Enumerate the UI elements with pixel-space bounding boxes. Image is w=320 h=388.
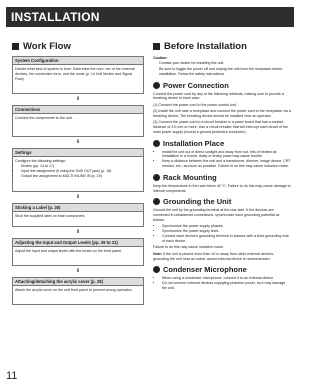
step-title: Adjusting the Input and Output Levels (pp. 29 to 31) [13,239,143,247]
caution-block [153,56,291,77]
before-installation-section [153,41,291,291]
rack-mounting-heading: Rack Mounting [153,173,291,182]
circle-bullet-icon [153,82,160,89]
step-body: Adjust the input and output levels with the knobs on the front panel. [15,249,122,253]
power-connection-text: Connect the power cord by any of the following methods, making sure to provide a breaking device in each case. (1) Connect the power cord to the power control unit. (2) Install the unit near a receptacle and connect the power cord to the receptacle via a breaking device. The breaking device should be installed near an operator. (3) Connect the power cord to a circuit breaker in a panel board that has a contact distance of 3.0 mm or more. Use a circuit breaker that will interrupt each circuit of the main power supply (except a ground-protective conductor). [153,91,291,134]
step-body: Stick the supplied label on each component. [15,214,86,218]
step-box [12,56,144,94]
step-body: Decide what kind of system to form. Determine the num- ber of the external devices, the connection form, and the mode (p. 14 Unit Modes and Signal Flow) [15,67,135,81]
caution-line: Be sure to toggle the power off and unplug the unit from the receptacle before installation. Follow the safety instructions. [159,67,283,76]
grounding-heading: Grounding the Unit [153,197,291,206]
list-item: (3) Connect the power cord to a circuit breaker in a panel board that has a contact distance of 3.0 mm or more. Use a circuit breaker that will interrupt each circuit of the main power supply (except a ground-protective conductor). [153,120,289,134]
page-banner [6,7,294,27]
installation-place-heading: Installation Place [153,139,291,148]
step-box [12,238,144,266]
list-item: • Input line assignment (if using the SUB OUT jack) (p. 18) [21,169,141,174]
before-installation-heading: Before Installation [153,41,291,52]
circle-bullet-icon [153,174,160,181]
grounding-text: Ground the unit by the grounding terminal at the rear side. If the devices are connected in unbalanced connections, synchronize each grounding potential as follows: • Synchronize the power supply phases. • Synchronize the power supply lines. • Connect each device's grounding terminal in classes with a thick grounding wire of each device. Failure to do this may cause induction noise. Note: If the unit is placed more than 10 m away from other external devices, grounding the unit near an unbal- anced external device is recommended. [153,208,291,261]
work-flow-heading: Work Flow [12,41,144,52]
square-bullet-icon [153,43,160,50]
list-item: • Keep a distance between the unit and a transformer, dimmer, image device, CRT monitor, etc., as much as possible. Failure to do this may cause induction noise. [162,159,291,169]
page-title: INSTALLATION [11,10,100,24]
caution-label: Caution: [153,56,168,60]
square-bullet-icon [12,43,19,50]
step-box [12,148,144,192]
list-item: • Output line assignment to MULTI INLINE IN (p. 19) [21,174,141,179]
step-title: System Configuration [13,57,143,65]
condenser-microphone-text [153,276,291,290]
step-box [12,203,144,227]
down-arrow-icon: ⬇ [75,96,81,102]
step-body: Connect the components to the unit. [15,116,73,120]
step-title: Settings [13,149,143,157]
list-item: (1) Connect the power cord to the power control unit. [153,102,237,107]
list-item: • Modes (pp. 14 to 17) [21,164,141,169]
list-item: • When using a condenser microphone, connect it to an external device. [162,276,291,281]
down-arrow-icon: ⬇ [75,194,81,200]
step-box [12,105,144,137]
circle-bullet-icon [153,140,160,147]
step-title: Connections [13,106,143,114]
down-arrow-icon: ⬇ [75,229,81,235]
power-connection-heading: Power Connection [153,81,291,90]
circle-bullet-icon [153,266,160,273]
list-item: (2) Install the unit near a receptacle and connect the power cord to the receptacle via a breaking device. The breaking device should be installed near an operator. [153,109,291,118]
rack-mounting-text: Keep the temperature in the rack below 40 °C. Failure to do this may cause damage to internal components. [153,183,291,193]
circle-bullet-icon [153,198,160,205]
work-flow-section [12,41,144,305]
note-label: Note: [153,251,163,256]
step-box [12,277,144,305]
down-arrow-icon: ⬇ [75,139,81,145]
list-item: • Synchronize the power supply phases. [162,224,291,229]
list-item: • Synchronize the power supply lines. [162,229,291,234]
condenser-microphone-heading: Condenser Microphone [153,265,291,274]
step-title: Attaching/detaching the acrylic cover (p. 28) [13,278,143,286]
list-item: • Install the unit out of direct sunlight and away from out- lets of heated air. Installation in a humid, dusty or shaky place may cause trouble. [162,150,291,160]
page-number: 11 [6,370,18,382]
caution-line: Contact your dealer for installing the unit. [159,60,225,65]
step-body: Attach the acrylic cover on the unit front panel to prevent wrong operation. [15,288,133,292]
list-item: • Do not connect external devices supplying phantom power, as it may damage the unit. [162,281,291,291]
step-body: Configure the following settings: • Modes (pp. 14 to 17) • Input line assignment (if using the SUB OUT jack) (p. 18) • Output line assignment to MULTI INLINE IN (p. 19) [13,157,143,191]
list-item: • Connect each device's grounding terminal in classes with a thick grounding wire of each device. [162,234,291,244]
step-title: Sticking a Label (p. 28) [13,204,143,212]
installation-place-text [153,150,291,169]
down-arrow-icon: ⬇ [75,268,81,274]
